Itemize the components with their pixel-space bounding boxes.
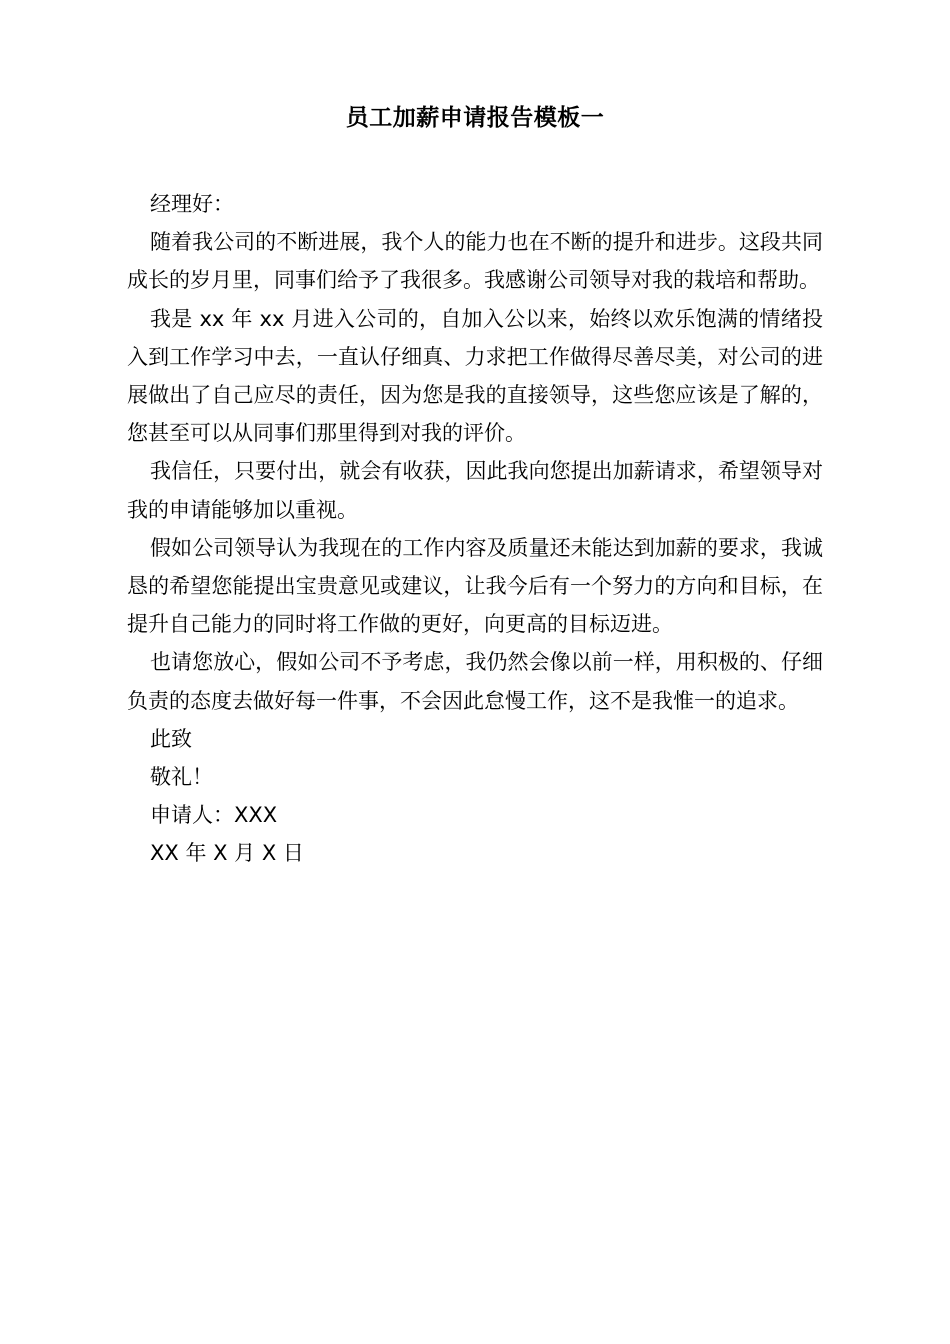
applicant-line: 申请人：XXX xyxy=(150,803,278,828)
paragraph-1: 随着我公司的不断进展，我个人的能力也在不断的提升和进步。这段共同成长的岁月里，同事们给予了我很多。我感谢公司领导对我的栽培和帮助。 xyxy=(127,230,823,293)
paragraph-3: 我信任，只要付出，就会有收获，因此我向您提出加薪请求，希望领导对我的申请能够加以重视。 xyxy=(127,459,823,522)
paragraph-4: 假如公司领导认为我现在的工作内容及质量还未能达到加薪的要求，我诚恳的希望您能提出宝贵意见或建议，让我今后有一个努力的方向和目标，在提升自己能力的同时将工作做的更好，向更高的目标迈进。 xyxy=(127,535,823,637)
closing-line-1: 此致 xyxy=(150,726,192,751)
closing-line-2: 敬礼！ xyxy=(150,765,213,790)
paragraph-5: 也请您放心，假如公司不予考虑，我仍然会像以前一样，用积极的、仔细负责的态度去做好每一件事，不会因此怠慢工作，这不是我惟一的追求。 xyxy=(127,650,823,713)
document-title: 员工加薪申请报告模板一 xyxy=(345,105,605,131)
date-line: XX 年 X 月 X 日 xyxy=(150,841,304,866)
paragraph-2: 我是 xx 年 xx 月进入公司的，自加入公以来，始终以欢乐饱满的情绪投入到工作学习中去，一直认仔细真、力求把工作做得尽善尽美，对公司的进展做出了自己应尽的责任，因为您是我的直接领导，这些您应该是了解的，您甚至可以从同事们那里得到对我的评价。 xyxy=(127,306,823,446)
greeting-line: 经理好： xyxy=(150,192,234,216)
document-body xyxy=(127,185,823,873)
